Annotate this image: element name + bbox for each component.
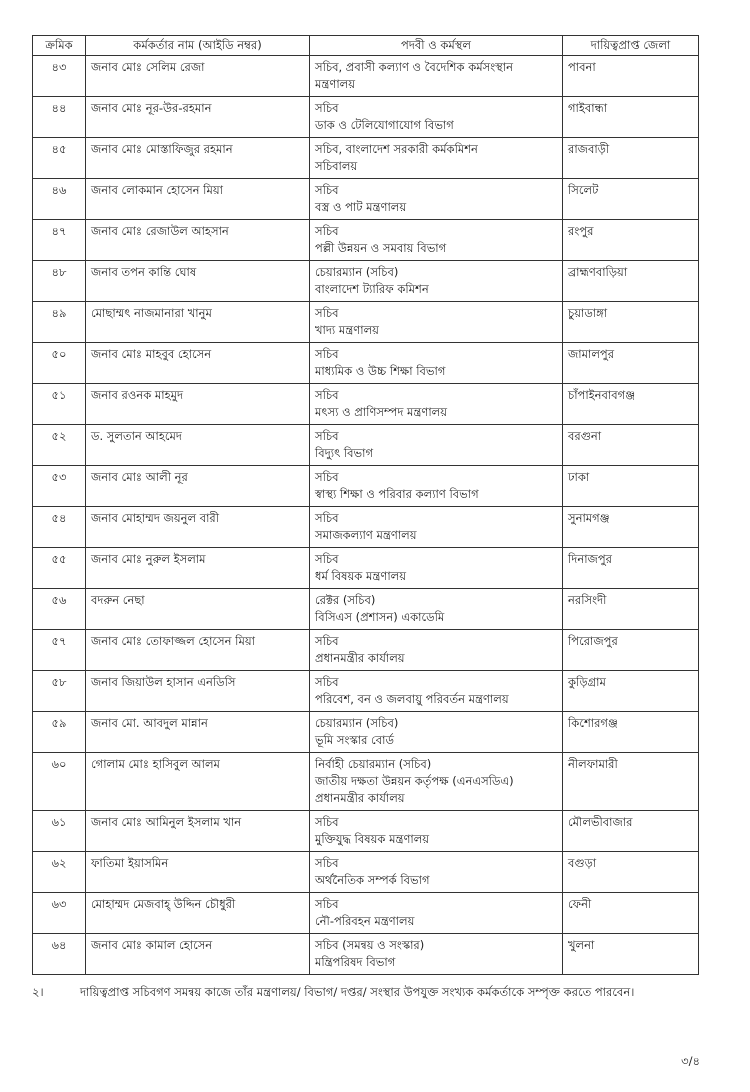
table-row [33,56,699,97]
designation-line: নির্বাহী চেয়ারম্যান (সচিব) [315,757,432,771]
designation-cell [310,179,563,220]
table-row [33,97,699,138]
designation-cell [310,302,563,343]
footnote-text: দায়িত্বপ্রাপ্ত সচিবগণ সমন্বয় কাজে তাঁর মন্ত্রণালয়/ বিভাগ/ দপ্তর/ সংস্থার উপযুক্ত সংখ্যক কর্মকর্তাকে সম্পৃক্ত করতে পারবেন। [80,985,635,999]
district-cell: মৌলভীবাজার [563,811,699,852]
table-row [33,893,699,934]
officer-name-cell: জনাব মোঃ নূর-উর-রহমান [86,97,310,138]
district-cell: নীলফামারী [563,753,699,811]
designation-cell [310,712,563,753]
officer-name-cell: ফাতিমা ইয়াসমিন [86,852,310,893]
designation-cell [310,425,563,466]
table-header-row [33,36,699,56]
designation-line: সচিব [315,470,339,484]
serial-cell: ৬৪ [33,934,86,975]
serial-cell: ৪৭ [33,220,86,261]
designation-line: বিদ্যুৎ বিভাগ [315,446,374,460]
table-row [33,630,699,671]
officer-name-cell: বদরুন নেছা [86,589,310,630]
serial-cell: ৫৩ [33,466,86,507]
district-cell: চাঁপাইনবাবগঞ্জ [563,384,699,425]
serial-cell: ৪৫ [33,138,86,179]
designation-line: জাতীয় দক্ষতা উন্নয়ন কর্তৃপক্ষ (এনএসডিএ) [315,774,514,788]
designation-line: পল্লী উন্নয়ন ও সমবায় বিভাগ [315,241,447,255]
officer-name-cell: জনাব মোঃ মাহবুব হোসেন [86,343,310,384]
designation-cell [310,753,563,811]
designation-line: সচিব [315,815,339,829]
footnote [32,984,722,1003]
officer-name-cell: জনাব জিয়াউল হাসান এনডিসি [86,671,310,712]
table-row [33,753,699,811]
designation-line: সচিব [315,388,339,402]
district-cell: রংপুর [563,220,699,261]
header-serial: ক্রমিক [33,36,86,56]
page-number: ৩/৪ [681,1054,700,1068]
designation-line: সচিব [315,347,339,361]
table-row [33,548,699,589]
table-row [33,179,699,220]
designation-line: মুক্তিযুদ্ধ বিষয়ক মন্ত্রণালয় [315,832,430,846]
designation-line: মাধ্যমিক ও উচ্চ শিক্ষা বিভাগ [315,364,446,378]
district-cell: নরসিংদী [563,589,699,630]
officer-assignment-table [32,35,699,975]
table-row [33,934,699,975]
designation-line: বস্ত্র ও পাট মন্ত্রণালয় [315,200,407,214]
table-row [33,343,699,384]
table-row [33,220,699,261]
serial-cell: ৪৮ [33,261,86,302]
designation-line: সচিব, বাংলাদেশ সরকারী কর্মকমিশন [315,142,478,156]
serial-cell: ৫১ [33,384,86,425]
designation-cell [310,548,563,589]
officer-name-cell: জনাব তপন কান্তি ঘোষ [86,261,310,302]
officer-name-cell: জনাব মোঃ নুরুল ইসলাম [86,548,310,589]
designation-line: বাংলাদেশ ট্যারিফ কমিশন [315,282,429,296]
officer-name-cell: জনাব মো. আবদুল মান্নান [86,712,310,753]
serial-cell: ৪৩ [33,56,86,97]
district-cell: রাজবাড়ী [563,138,699,179]
district-cell: পাবনা [563,56,699,97]
designation-line: নৌ-পরিবহন মন্ত্রণালয় [315,914,415,928]
table-row [33,712,699,753]
designation-cell [310,671,563,712]
designation-line: পরিবেশ, বন ও জলবায়ু পরিবর্তন মন্ত্রণালয় [315,692,509,706]
header-designation: পদবী ও কর্মস্থল [310,36,563,56]
designation-line: সচিব [315,183,339,197]
table-row [33,507,699,548]
designation-cell [310,589,563,630]
serial-cell: ৫৫ [33,548,86,589]
serial-cell: ৫৪ [33,507,86,548]
officer-name-cell: জনাব মোঃ মোস্তাফিজুর রহমান [86,138,310,179]
designation-cell [310,507,563,548]
header-officer-name: কর্মকর্তার নাম (আইডি নম্বর) [86,36,310,56]
officer-name-cell: গোলাম মোঃ হাসিবুল আলম [86,753,310,811]
district-cell: সিলেট [563,179,699,220]
designation-cell [310,138,563,179]
table-row [33,852,699,893]
designation-line: মন্ত্রণালয় [315,77,356,91]
officer-name-cell: জনাব রওনক মাহমুদ [86,384,310,425]
designation-line: মন্ত্রিপরিষদ বিভাগ [315,955,396,969]
designation-line: সচিব [315,511,339,525]
designation-line: প্রধানমন্ত্রীর কার্যালয় [315,651,405,665]
footnote-number: ২। [32,985,44,999]
district-cell: ফেনী [563,893,699,934]
designation-cell [310,852,563,893]
designation-line: চেয়ারম্যান (সচিব) [315,265,399,279]
officer-name-cell: মোহাম্মদ মেজবাহ্ উদ্দিন চৌধুরী [86,893,310,934]
designation-line: সচিব (সমন্বয় ও সংস্কার) [315,938,425,952]
designation-cell [310,261,563,302]
serial-cell: ৪৬ [33,179,86,220]
officer-name-cell: জনাব মোঃ কামাল হোসেন [86,934,310,975]
district-cell: বরগুনা [563,425,699,466]
district-cell: ব্রাহ্মণবাড়িয়া [563,261,699,302]
designation-line: সচিব [315,552,339,566]
officer-name-cell: জনাব মোহাম্মদ জয়নুল বারী [86,507,310,548]
district-cell: কিশোরগঞ্জ [563,712,699,753]
officer-name-cell: মোছাম্মৎ নাজমানারা খানুম [86,302,310,343]
designation-cell [310,97,563,138]
designation-line: বিসিএস (প্রশাসন) একাডেমি [315,610,445,624]
district-cell: চুয়াডাঙ্গা [563,302,699,343]
designation-line: রেক্টর (সচিব) [315,593,376,607]
table-row [33,138,699,179]
designation-line: সচিব [315,101,339,115]
serial-cell: ৪৯ [33,302,86,343]
designation-cell [310,630,563,671]
serial-cell: ৪৪ [33,97,86,138]
designation-line: ডাক ও টেলিযোগাযোগ বিভাগ [315,118,454,132]
table-row [33,811,699,852]
district-cell: ঢাকা [563,466,699,507]
table-body [33,56,699,975]
officer-name-cell: জনাব মোঃ তোফাজ্জল হোসেন মিয়া [86,630,310,671]
officer-name-cell: জনাব মোঃ সেলিম রেজা [86,56,310,97]
designation-cell [310,893,563,934]
designation-line: ধর্ম বিষয়ক মন্ত্রণালয় [315,569,406,583]
designation-cell [310,343,563,384]
designation-line: সচিব [315,856,339,870]
officer-name-cell: জনাব মোঃ আমিনুল ইসলাম খান [86,811,310,852]
header-district: দায়িত্বপ্রাপ্ত জেলা [563,36,699,56]
designation-cell [310,220,563,261]
serial-cell: ৫৯ [33,712,86,753]
officer-name-cell: জনাব লোকমান হোসেন মিয়া [86,179,310,220]
designation-line: খাদ্য মন্ত্রণালয় [315,323,379,337]
table-row [33,261,699,302]
serial-cell: ৫৬ [33,589,86,630]
district-cell: কুড়িগ্রাম [563,671,699,712]
serial-cell: ৬৩ [33,893,86,934]
district-cell: জামালপুর [563,343,699,384]
officer-name-cell: জনাব মোঃ আলী নূর [86,466,310,507]
table-row [33,671,699,712]
table-row [33,384,699,425]
designation-line: সচিব [315,429,339,443]
designation-line: প্রধানমন্ত্রীর কার্যালয় [315,791,405,805]
designation-cell [310,384,563,425]
designation-line: মৎস্য ও প্রাণিসম্পদ মন্ত্রণালয় [315,405,448,419]
district-cell: গাইবান্ধা [563,97,699,138]
serial-cell: ৫০ [33,343,86,384]
designation-line: স্বাস্থ্য শিক্ষা ও পরিবার কল্যাণ বিভাগ [315,487,479,501]
table-row [33,466,699,507]
officer-name-cell: জনাব মোঃ রেজাউল আহসান [86,220,310,261]
table-row [33,302,699,343]
designation-line: সচিব [315,634,339,648]
district-cell: দিনাজপুর [563,548,699,589]
designation-line: চেয়ারম্যান (সচিব) [315,716,399,730]
serial-cell: ৫৭ [33,630,86,671]
designation-line: সচিব, প্রবাসী কল্যাণ ও বৈদেশিক কর্মসংস্থান [315,60,513,74]
table-row [33,425,699,466]
designation-line: সচিব [315,675,339,689]
serial-cell: ৫৮ [33,671,86,712]
officer-name-cell: ড. সুলতান আহমেদ [86,425,310,466]
serial-cell: ৬২ [33,852,86,893]
designation-line: ভূমি সংস্কার বোর্ড [315,733,394,747]
serial-cell: ৬১ [33,811,86,852]
designation-cell [310,466,563,507]
designation-line: অর্থনৈতিক সম্পর্ক বিভাগ [315,873,430,887]
designation-cell [310,811,563,852]
district-cell: সুনামগঞ্জ [563,507,699,548]
designation-line: সচিব [315,224,339,238]
designation-line: সচিবালয় [315,159,358,173]
table-row [33,589,699,630]
designation-line: সচিব [315,897,339,911]
serial-cell: ৬০ [33,753,86,811]
district-cell: খুলনা [563,934,699,975]
designation-cell [310,56,563,97]
serial-cell: ৫২ [33,425,86,466]
designation-cell [310,934,563,975]
district-cell: পিরোজপুর [563,630,699,671]
designation-line: সচিব [315,306,339,320]
designation-line: সমাজকল্যাণ মন্ত্রণালয় [315,528,417,542]
district-cell: বগুড়া [563,852,699,893]
